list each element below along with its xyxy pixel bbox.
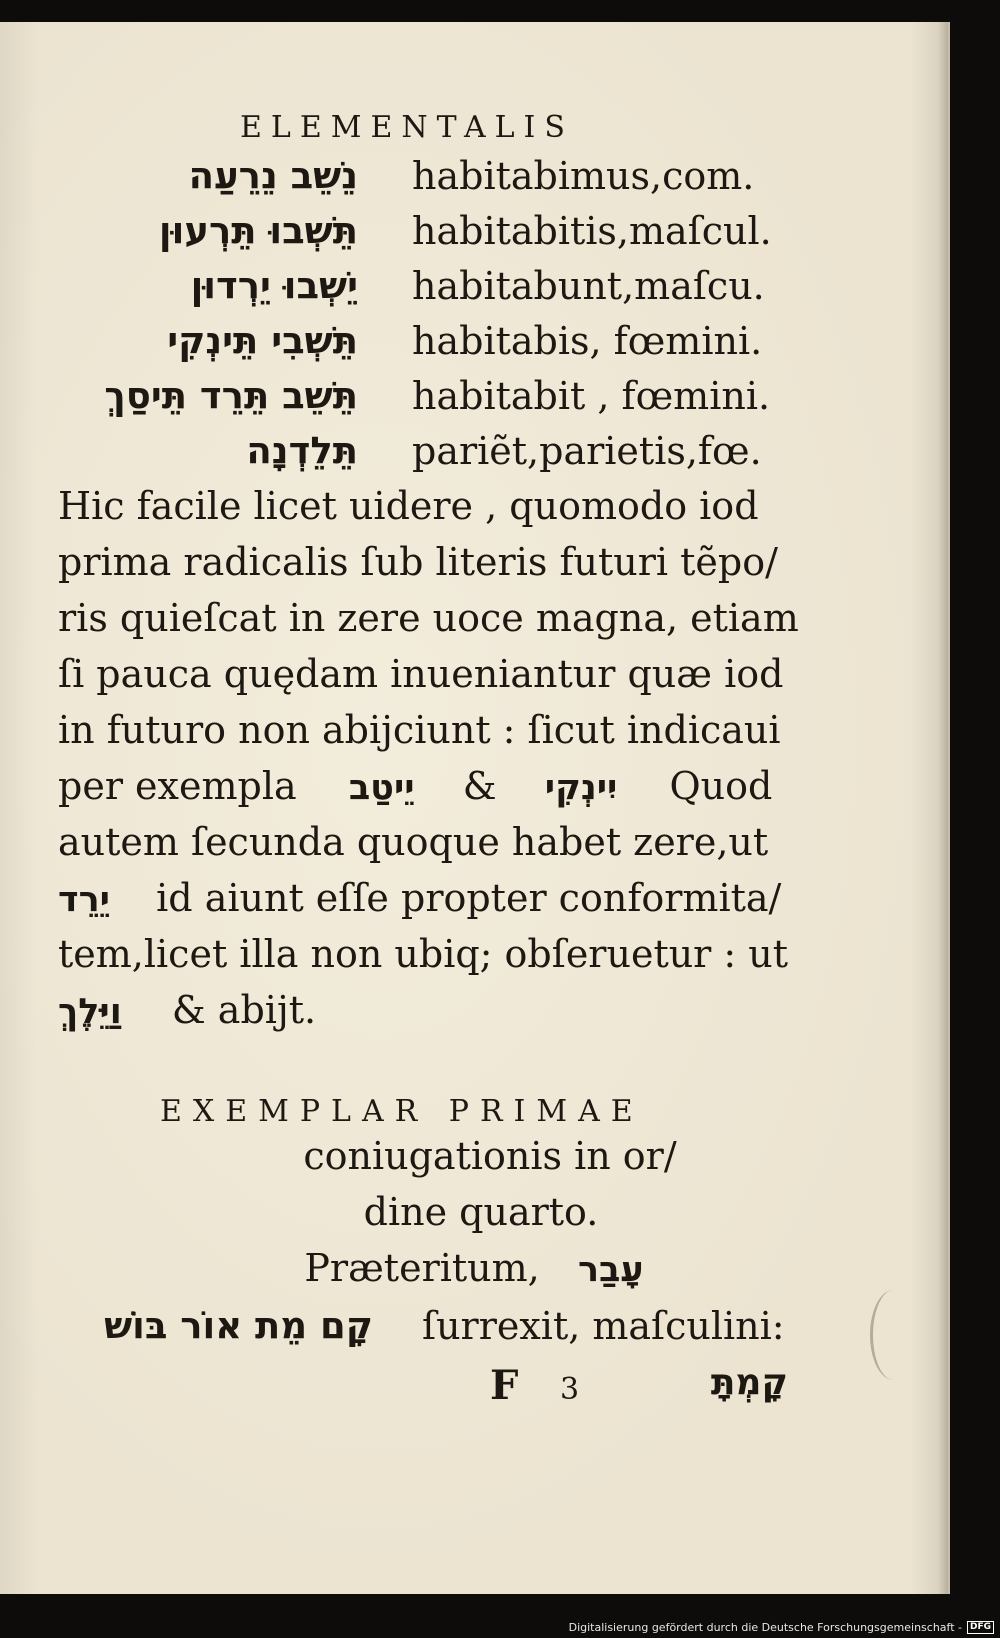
hebrew-example: וַיֵּלֶךְ: [58, 992, 122, 1032]
conjugation-row: [0, 429, 948, 485]
paragraph-line: tem,licet illa non ubiq; obſeruetur : ut: [58, 932, 789, 976]
hebrew-form: תֵּשְׁבוּ תֵּרְעוּן: [158, 209, 358, 252]
hebrew-example: יִינְקִי: [544, 768, 618, 808]
latin-gloss: habitabis, fœmini.: [412, 319, 763, 363]
text-segment: & abijt.: [171, 988, 317, 1032]
hebrew-form: יֵשְׁבוּ יֵרְדוּן: [190, 264, 358, 307]
conjugation-row: [0, 319, 948, 375]
paragraph-line: [58, 876, 781, 920]
latin-gloss: habitabitis,maſcul.: [412, 209, 772, 253]
conjugation-row: [0, 264, 948, 320]
section-heading: EXEMPLAR PRIMAE: [160, 1094, 644, 1129]
hebrew-form: תֵּשְׁבִי תֵּינְקִי: [167, 319, 358, 362]
example-latin: ſurrexit, maſculini:: [422, 1304, 785, 1348]
catchword: קָמְתָּ: [710, 1362, 788, 1403]
text-segment: &: [462, 764, 497, 808]
conjugation-row: [0, 154, 948, 210]
hebrew-form: נֵשֵׁב נֵרֵעַה: [188, 154, 358, 197]
paragraph-line: ris quieſcat in zere uoce magna, etiam: [58, 596, 799, 640]
latin-gloss: habitabunt,maſcu.: [412, 264, 765, 308]
paragraph-line: autem ſecunda quoque habet zere,ut: [58, 820, 769, 864]
paragraph-line: [58, 764, 772, 808]
tense-line: [0, 1246, 948, 1290]
paragraph-line: in futuro non abijciunt : ſicut indicaui: [58, 708, 781, 752]
latin-gloss: pariẽt,parietis,fœ.: [412, 429, 762, 473]
tense-hebrew: עָבַר: [577, 1250, 644, 1290]
conjugation-row: [0, 374, 948, 430]
text-segment: Quod: [669, 764, 773, 808]
hebrew-example: יֵרֵד: [58, 880, 110, 920]
running-head: ELEMENTALIS: [240, 110, 574, 145]
paragraph-line: ſi pauca quędam inueniantur quæ iod: [58, 652, 784, 696]
conjugation-row: [0, 209, 948, 265]
text-segment: per exempla: [58, 764, 297, 808]
paragraph-line: Hic facile licet uidere , quomodo iod: [58, 484, 759, 528]
hebrew-form: תֵּשֵׁב תֵּרֵד תֵּיסַךְ: [104, 374, 358, 417]
signature-mark: F: [490, 1362, 519, 1409]
section-subtitle: coniugationis in or/: [303, 1134, 677, 1178]
hebrew-form: תֵּלֵדְנָה: [246, 429, 358, 472]
example-hebrew: קָם מֵת אוֹר בּוֹשׁ: [104, 1304, 373, 1347]
book-page: [0, 22, 950, 1594]
paragraph-line: prima radicalis ſub literis futuri tẽpo/: [58, 540, 778, 584]
tense-label: Præteritum,: [304, 1246, 540, 1290]
text-segment: id aiunt eſſe propter conformita/: [156, 876, 782, 920]
latin-gloss: habitabimus,com.: [412, 154, 755, 198]
dfg-logo: DFG: [967, 1621, 994, 1634]
hebrew-example: יֵיטַב: [348, 768, 415, 808]
example-row: [0, 1304, 948, 1360]
section-subtitle: dine quarto.: [363, 1190, 599, 1234]
latin-gloss: habitabit , fœmini.: [412, 374, 771, 418]
signature-number: 3: [560, 1372, 580, 1407]
credit-text: Digitalisierung gefördert durch die Deutsche Forschungsgemeinschaft -: [568, 1621, 962, 1634]
digitization-credit: [569, 1621, 994, 1634]
paragraph-line: [58, 988, 316, 1032]
